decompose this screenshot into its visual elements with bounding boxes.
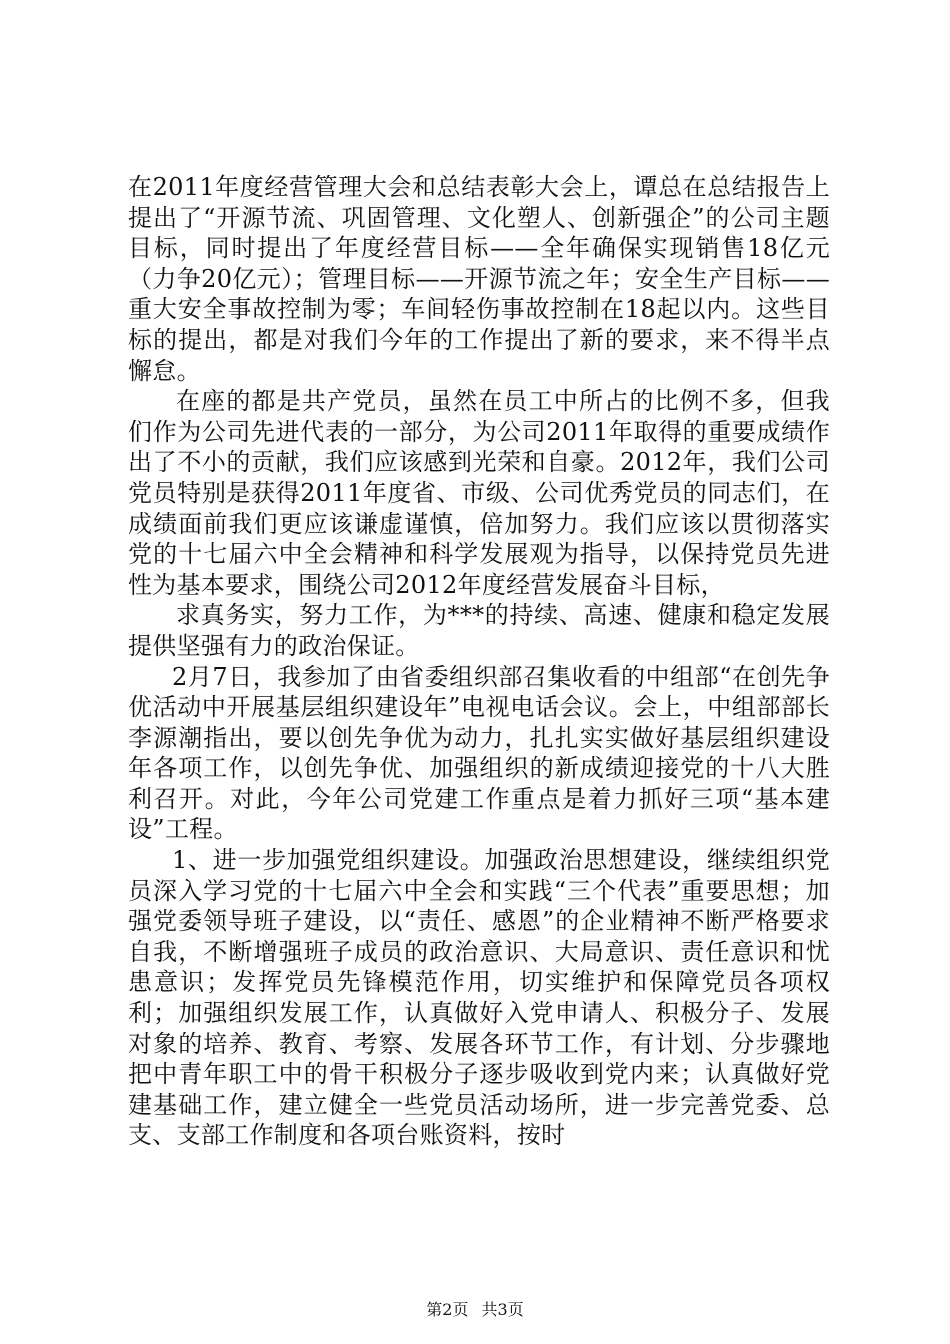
paragraph-annual-meeting: 在2011年度经营管理大会和总结表彰大会上，谭总在总结报告上提出了“开源节流、巩固管理、文化塑人、创新强企”的公司主题目标，同时提出了年度经营目标——全年确保实现销售18亿元（力争20亿元）；管理目标——开源节流之年；安全生产目标——重大安全事故控制为零；车间轻伤事故控制在18起以内。这些目标的提出，都是对我们今年的工作提出了新的要求，来不得半点懈怠。 [128,173,830,385]
paragraph-conference: 2月7日，我参加了由省委组织部召集收看的中组部“在创先争优活动中开展基层组织建设年”电视电话会议。会上，中组部部长李源潮指出，要以创先争优为动力，扎扎实实做好基层组织建设年各项工作，以创先争优、加强组织的新成绩迎接党的十八大胜利召开。对此，今年公司党建工作重点是着力抓好三项“基本建设”工程。 [128,662,830,844]
paragraph-organization-building: 1、进一步加强党组织建设。加强政治思想建设，继续组织党员深入学习党的十七届六中全会和实践“三个代表”重要思想；加强党委领导班子建设，以“责任、感恩”的企业精神不断严格要求自我，不断增强班子成员的政治意识、大局意识、责任意识和忧患意识；发挥党员先锋模范作用，切实维护和保障党员各项权利；加强组织发展工作，认真做好入党申请人、积极分子、发展对象的培养、教育、考察、发展各环节工作，有计划、分步骤地把中青年职工中的骨干积极分子逐步吸收到党内来；认真做好党建基础工作，建立健全一些党员活动场所，进一步完善党委、总支、支部工作制度和各项台账资料，按时 [128,846,830,1150]
page-number: 第2页 [426,1300,469,1319]
page-footer [0,1300,950,1320]
document-body [128,172,830,1151]
page-total: 共3页 [481,1300,524,1319]
paragraph-political-guarantee: 求真务实，努力工作，为***的持续、高速、健康和稳定发展提供坚强有力的政治保证。 [128,601,830,660]
paragraph-party-members: 在座的都是共产党员，虽然在员工中所占的比例不多，但我们作为公司先进代表的一部分，为公司2011年取得的重要成绩作出了不小的贡献，我们应该感到光荣和自豪。2012年，我们公司党员特别是获得2011年度省、市级、公司优秀党员的同志们，在成绩面前我们更应该谦虚谨慎，倍加努力。我们应该以贯彻落实党的十七届六中全会精神和科学发展观为指导，以保持党员先进性为基本要求，围绕公司2012年度经营发展奋斗目标， [128,387,830,599]
